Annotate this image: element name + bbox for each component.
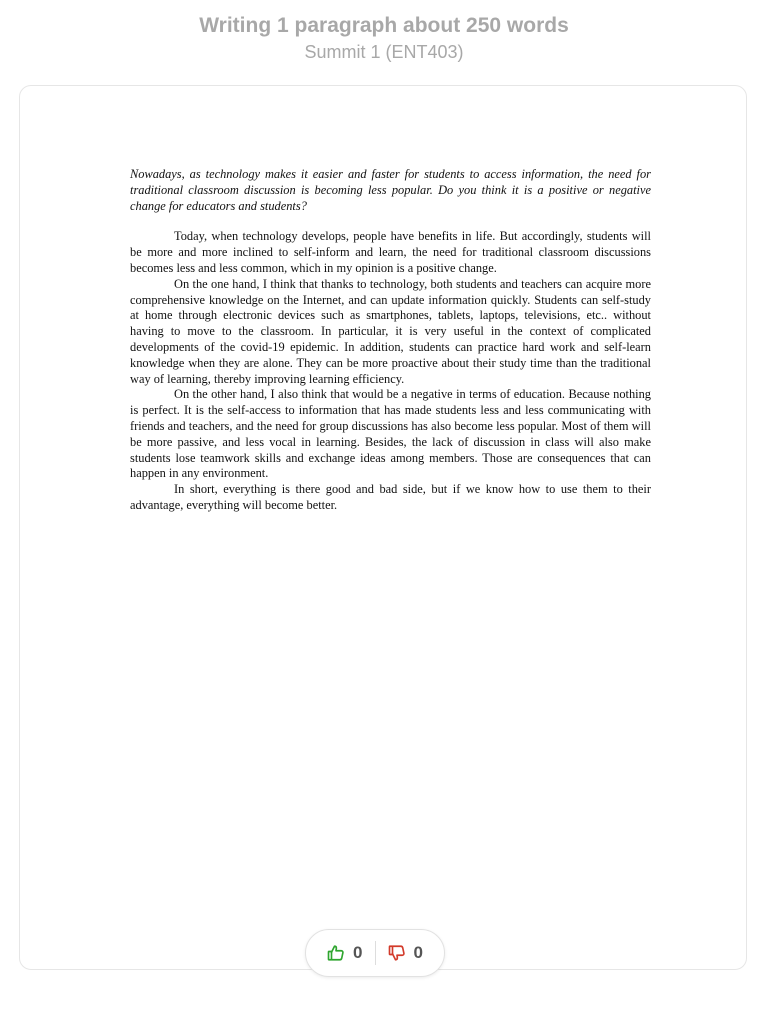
essay-paragraph-conclusion: In short, everything is there good and bad side, but if we know how to use them to their advantage, everything will become better. [130,482,651,512]
vote-bar [305,929,445,977]
dislike-count: 0 [413,943,423,962]
like-count: 0 [353,943,363,962]
essay-prompt: Nowadays, as technology makes it easier and faster for students to access information, the need for traditional classroom discussion is becoming less popular. Do you think it is a positive or negative change for educators and students? [130,167,651,213]
essay-paragraph-positive: On the one hand, I think that thanks to technology, both students and teachers can acquire more comprehensive knowledge on the Internet, and can update information quickly. Students can self-study at home through electronic devices such as smartphones, tablets, laptops, televisions, etc.. without having to move to the classroom. In particular, it is very useful in the context of complicated developments of the covid-19 epidemic. In addition, students can practice hard work and self-learn knowledge when they are alone. They can be more proactive about their study time than the traditional way of learning, thereby improving learning efficiency. [130,276,651,386]
page-header [0,12,768,64]
page-title: Writing 1 paragraph about 250 words [199,14,569,37]
dislike-button[interactable] [376,943,435,963]
document-page [130,167,651,514]
thumbs-down-icon [388,944,406,962]
essay-paragraph-intro: Today, when technology develops, people have benefits in life. But accordingly, students will be more and more inclined to self-inform and learn, the need for traditional classroom discussions becomes less and less common, which in my opinion is a positive change. [130,229,651,275]
thumbs-up-icon [327,944,345,962]
page-subtitle: Summit 1 (ENT403) [304,42,464,62]
document-card [19,85,747,970]
like-button[interactable] [315,943,374,963]
essay-paragraph-negative: On the other hand, I also think that would be a negative in terms of education. Because nothing is perfect. It is the self-access to information that has made students less and less communicating with friends and teachers, and the need for group discussions has also become less popular. Most of them will be more passive, and less vocal in learning. Besides, the lack of discussion in class will also make students lose teamwork skills and exchange ideas among members. Those are consequences that can happen in any environment. [130,387,651,481]
